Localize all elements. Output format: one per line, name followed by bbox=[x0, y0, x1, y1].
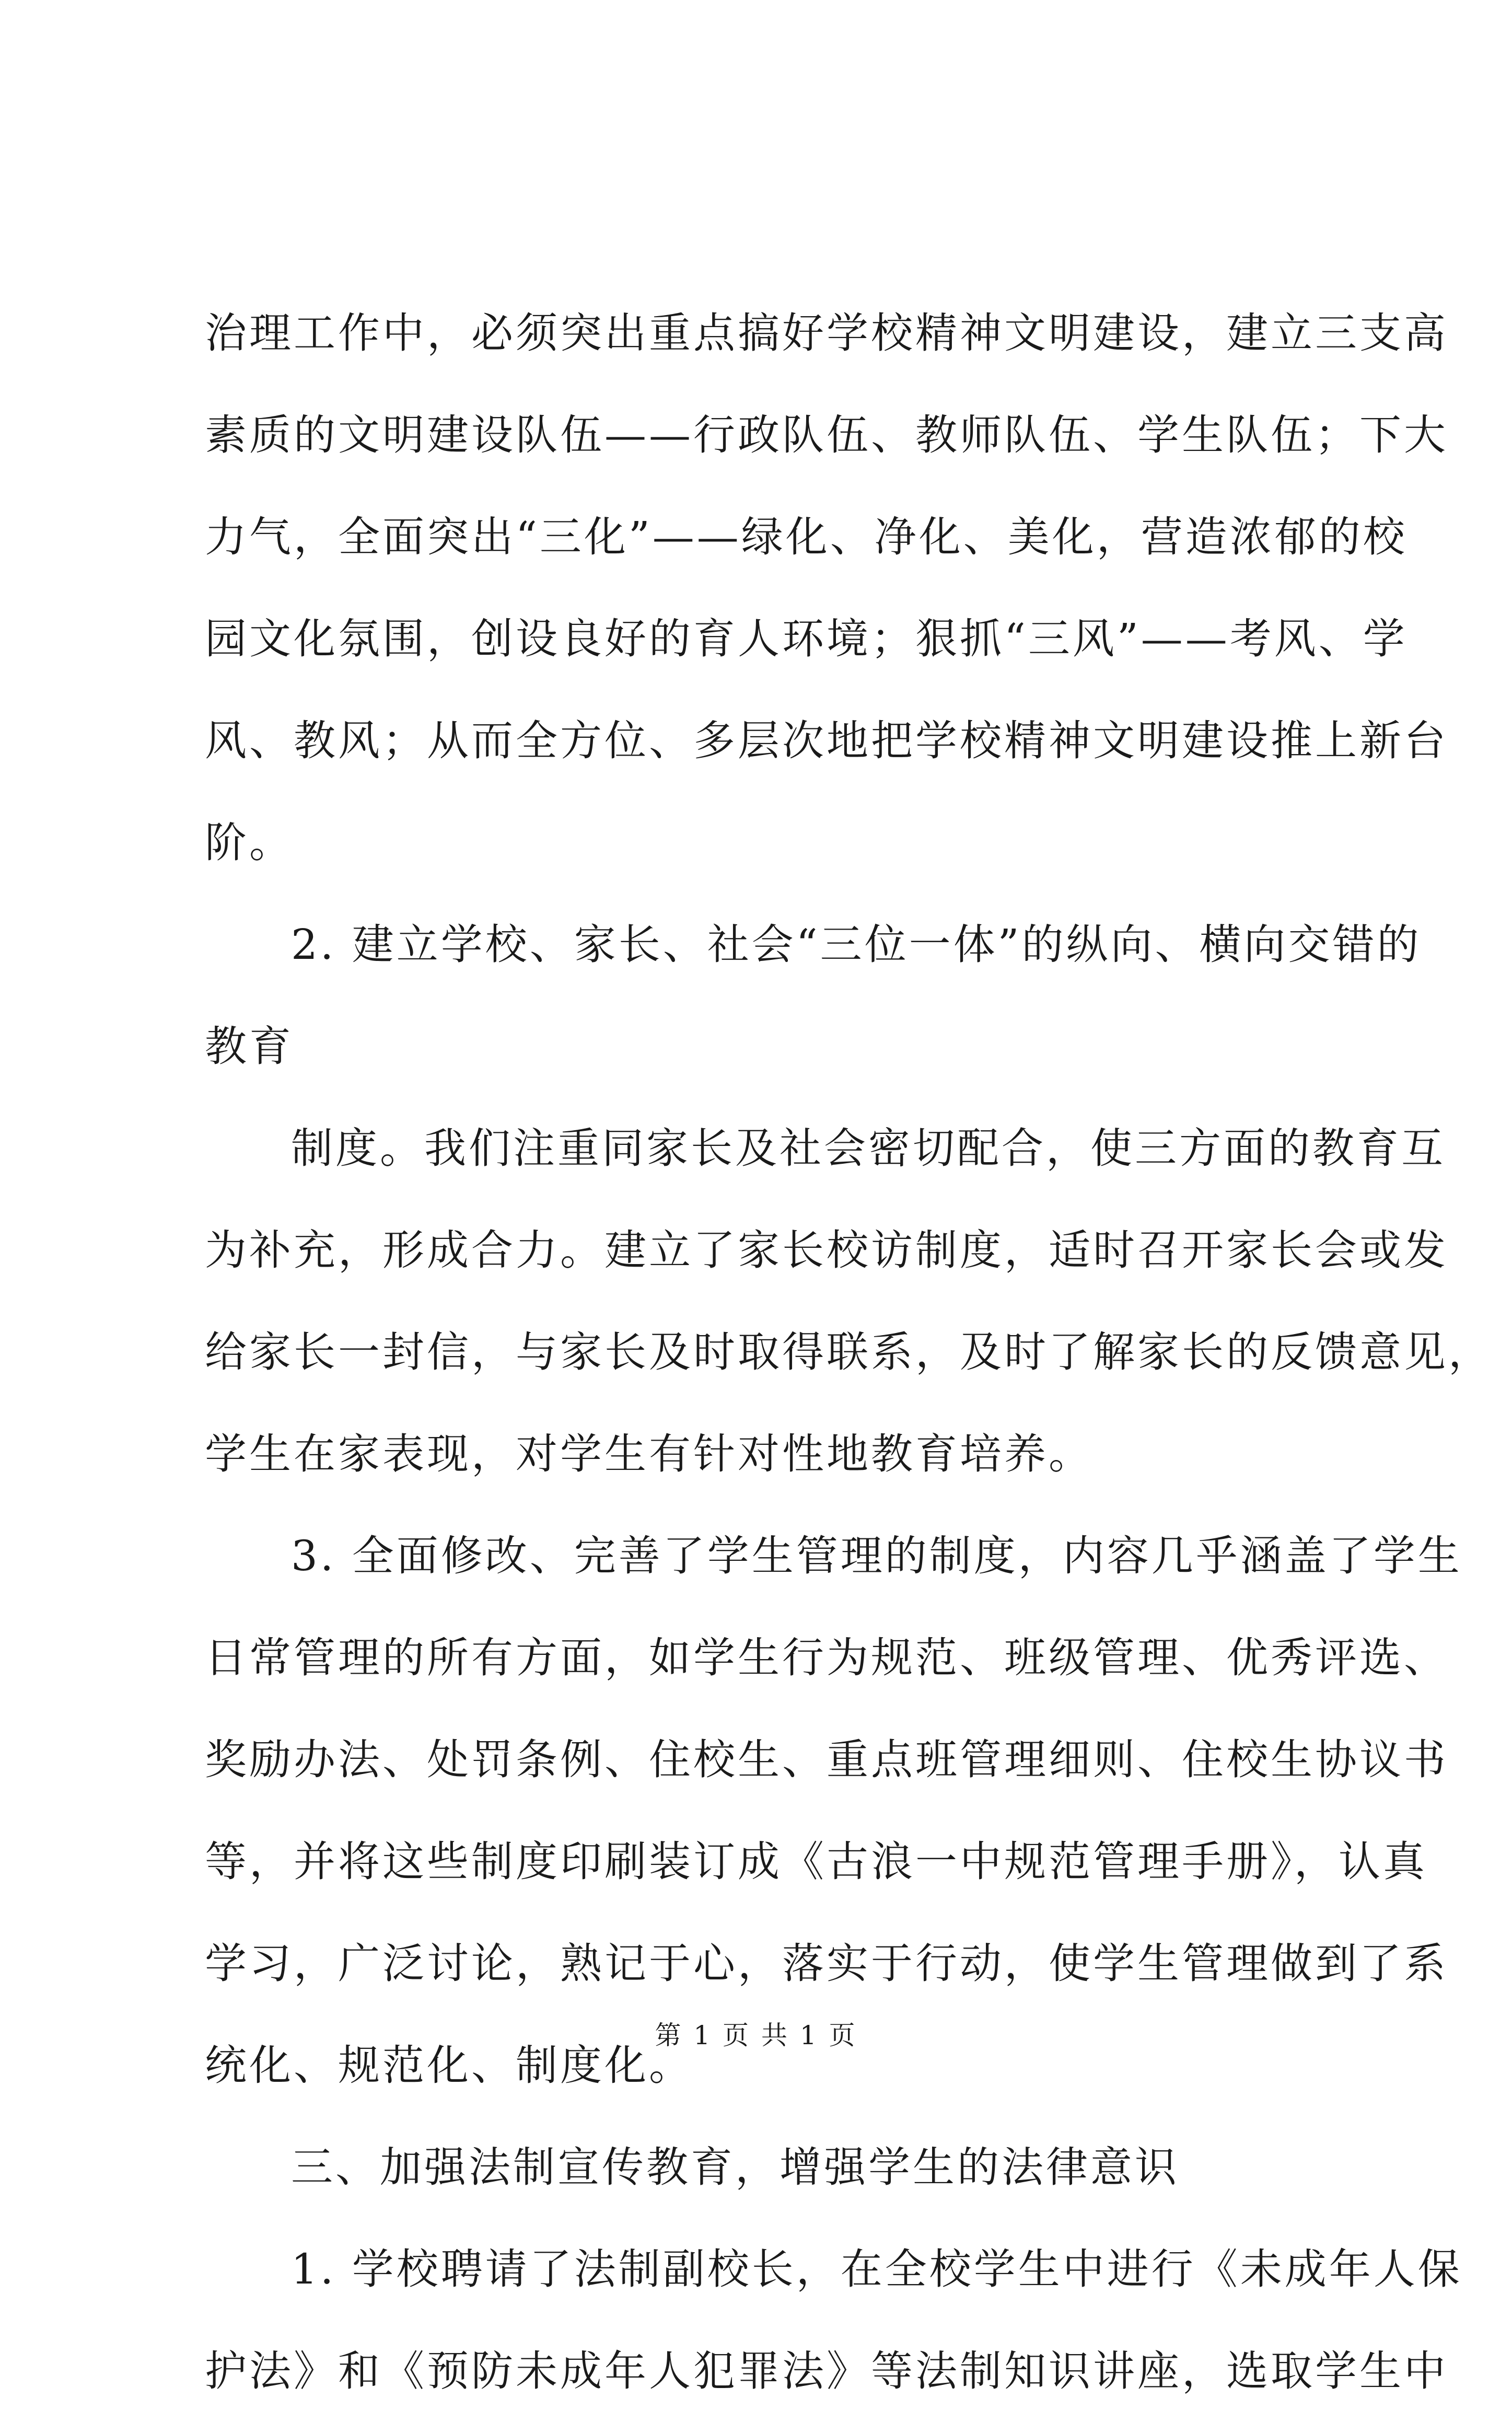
text-line: 2. 建立学校、家长、社会“三位一体”的纵向、横向交错的 bbox=[291, 920, 1422, 969]
text-line: 制度。我们注重同家长及社会密切配合，使三方面的教育互 bbox=[291, 1124, 1446, 1173]
text-line: 1. 学校聘请了法制副校长，在全校学生中进行《未成年人保 bbox=[291, 2245, 1462, 2293]
text-line: 统化、规范化、制度化。 bbox=[205, 2041, 693, 2090]
text-line: 学习，广泛讨论，熟记于心，落实于行动，使学生管理做到了系 bbox=[205, 1939, 1448, 1988]
text-line: 日常管理的所有方面，如学生行为规范、班级管理、优秀评选、 bbox=[205, 1633, 1448, 1682]
text-line: 等，并将这些制度印刷装订成《古浪一中规范管理手册》，认真 bbox=[205, 1837, 1427, 1886]
text-line: 奖励办法、处罚条例、住校生、重点班管理细则、住校生协议书 bbox=[205, 1735, 1448, 1784]
text-line: 园文化氛围，创设良好的育人环境；狠抓“三风”——考风、学 bbox=[205, 615, 1408, 663]
text-line: 治理工作中，必须突出重点搞好学校精神文明建设，建立三支高 bbox=[205, 309, 1448, 357]
text-line: 给家长一封信，与家长及时取得联系，及时了解家长的反馈意见， bbox=[205, 1328, 1493, 1376]
text-line: 风、教风；从而全方位、多层次地把学校精神文明建设推上新台 bbox=[205, 716, 1448, 765]
text-line: 护法》和《预防未成年人犯罪法》等法制知识讲座，选取学生中 bbox=[205, 2347, 1448, 2395]
text-line: 教育 bbox=[205, 1022, 294, 1071]
text-line: 阶。 bbox=[205, 818, 294, 867]
text-line: 学生在家表现，对学生有针对性地教育培养。 bbox=[205, 1430, 1093, 1478]
text-line: 素质的文明建设队伍——行政队伍、教师队伍、学生队伍；下大 bbox=[205, 411, 1448, 459]
text-line: 为补充，形成合力。建立了家长校访制度，适时召开家长会或发 bbox=[205, 1226, 1448, 1274]
text-line: 力气，全面突出“三化”——绿化、净化、美化，营造浓郁的校 bbox=[205, 513, 1408, 561]
page-footer: 第 1 页 共 1 页 bbox=[655, 2020, 857, 2050]
document-body bbox=[205, 282, 1493, 2422]
text-line: 3. 全面修改、完善了学生管理的制度，内容几乎涵盖了学生 bbox=[291, 1532, 1462, 1580]
text-line: 三、加强法制宣传教育，增强学生的法律意识 bbox=[291, 2143, 1179, 2192]
